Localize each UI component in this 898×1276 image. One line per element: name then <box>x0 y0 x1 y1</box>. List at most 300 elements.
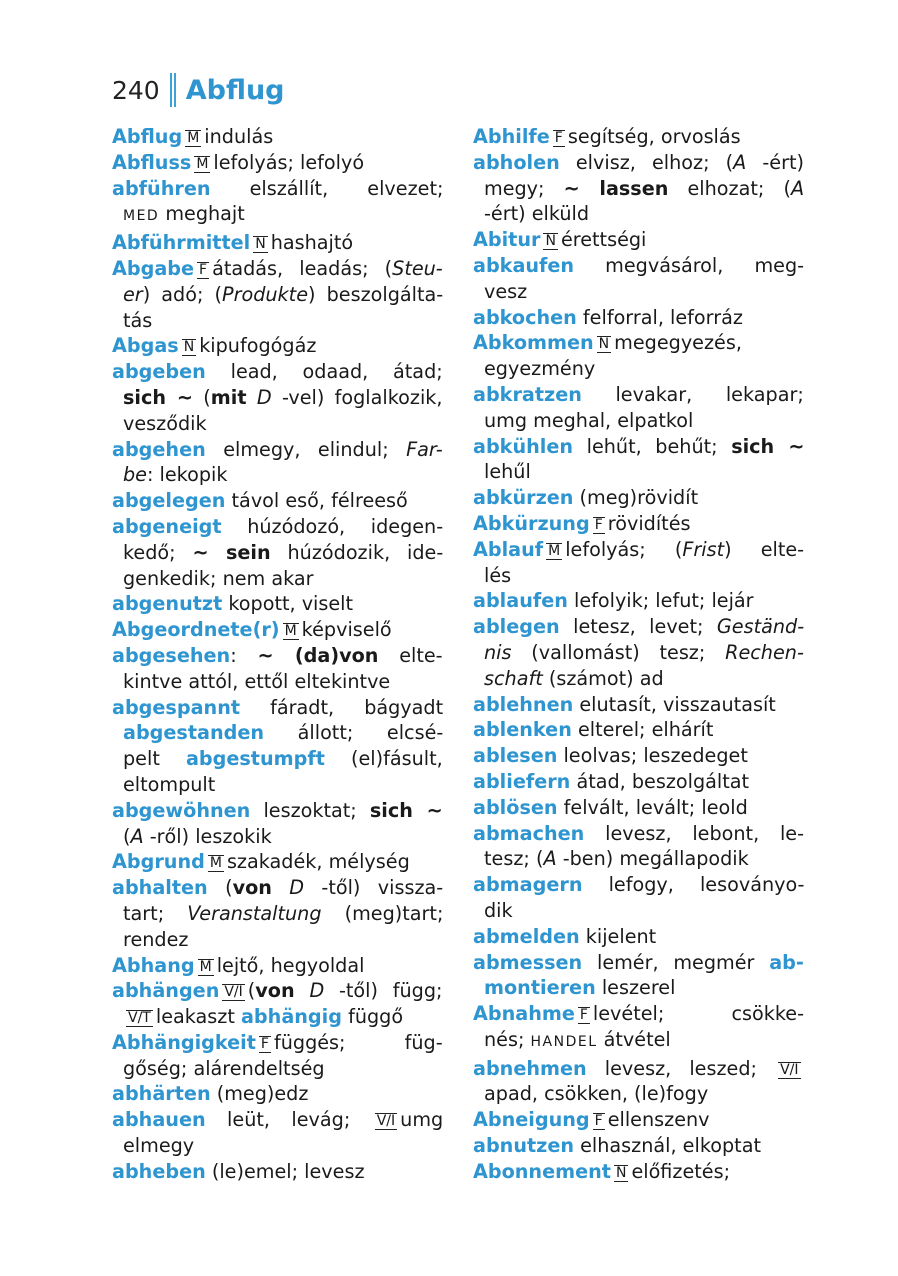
headword: Abitur <box>473 228 541 252</box>
entry-line <box>473 846 804 872</box>
entry-line <box>112 1133 443 1159</box>
headword: ablesen <box>473 744 558 768</box>
grammar-label: V/I <box>224 984 243 1001</box>
headword: abkochen <box>473 305 577 329</box>
entry-line <box>473 872 804 898</box>
definition-text: kipufogógáz <box>199 334 317 358</box>
headword: abnutzen <box>473 1134 575 1158</box>
definition-text: érettségi <box>560 228 647 252</box>
dictionary-entry <box>473 614 804 691</box>
grammar-label: N <box>183 339 195 356</box>
headword: Abfluss <box>112 150 192 174</box>
italic-text: er <box>123 282 143 306</box>
dictionary-entry <box>112 488 443 514</box>
italic-text: schaft <box>484 666 543 690</box>
entry-line <box>473 1107 804 1133</box>
italic-text: Geständ- <box>716 615 805 639</box>
definition-text: vesződik <box>123 411 207 435</box>
dictionary-entry <box>473 434 804 486</box>
definition-text: lejtő, hegyoldal <box>216 953 365 977</box>
entry-line <box>473 1027 804 1056</box>
headword: abgestanden <box>123 721 265 745</box>
entry-line <box>473 666 804 692</box>
headword: abhärten <box>112 1082 211 1106</box>
dictionary-entry <box>473 485 804 511</box>
italic-text: Produkte <box>222 282 308 306</box>
definition-text: lefogy, lesoványo- <box>582 873 805 897</box>
definition-text: húzódozik, ide- <box>270 540 444 564</box>
headword: abheben <box>112 1159 206 1183</box>
page-number: 240 <box>112 75 160 105</box>
entry-line <box>473 485 804 511</box>
headword: abhängen <box>112 979 220 1003</box>
definition-text: lefolyás; ( <box>565 537 683 561</box>
definition-text: lead, odaad, átad; <box>205 360 443 384</box>
dictionary-column-left <box>112 124 443 1185</box>
entry-line <box>112 643 443 669</box>
definition-text: umg meghal, elpatkol <box>484 408 694 432</box>
definition-text: (meg)tart; <box>321 901 444 925</box>
definition-text: leolvas; leszedeget <box>557 744 748 768</box>
definition-text <box>295 979 310 1002</box>
definition-text: tart; <box>123 901 188 925</box>
definition-text: ellenszenv <box>607 1108 710 1132</box>
entry-line <box>473 692 804 718</box>
headword: abgespannt <box>112 695 241 719</box>
entry-line <box>473 511 804 537</box>
definition-text: genkedik; nem akar <box>123 566 314 590</box>
definition-text: átvétel <box>597 1027 671 1051</box>
entry-line <box>112 901 443 927</box>
definition-text: -ért) elküld <box>484 202 590 226</box>
definition-text: levakar, lekapar; <box>581 382 804 406</box>
headword: abgehen <box>112 437 206 461</box>
entry-line <box>112 849 443 875</box>
headword: abhalten <box>112 876 208 900</box>
entry-line <box>112 772 443 798</box>
grammar-label: V/T <box>128 1010 151 1027</box>
dictionary-entry <box>473 305 804 331</box>
definition-text: levesz, lebont, le- <box>584 821 805 845</box>
entry-line <box>112 695 443 721</box>
headword: abkaufen <box>473 253 575 277</box>
entry-line <box>473 124 804 150</box>
dictionary-entry <box>112 953 443 979</box>
dictionary-entry <box>473 924 804 950</box>
entry-line <box>112 462 443 488</box>
italic-text: Frist <box>682 537 725 561</box>
entry-line <box>112 150 443 176</box>
dictionary-entry <box>473 1107 804 1133</box>
headword: ablehnen <box>473 692 574 716</box>
entry-line <box>473 150 804 176</box>
dictionary-entry <box>112 150 443 176</box>
grammar-label: M <box>284 623 297 640</box>
headword: Abhängigkeit <box>112 1030 256 1054</box>
dictionary-entry <box>112 437 443 489</box>
definition-text: letesz, levet; <box>559 615 717 639</box>
entry-line <box>112 176 443 202</box>
headword: abgewöhnen <box>112 798 251 822</box>
entry-line <box>473 717 804 743</box>
definition-text: : lekopik <box>146 463 228 487</box>
page-title: Abflug <box>185 74 285 106</box>
dictionary-entry <box>112 359 443 436</box>
definition-text: leszoktat; <box>250 798 370 822</box>
headword: Abhang <box>112 953 195 977</box>
entry-line <box>473 1081 804 1107</box>
dictionary-entry <box>112 230 443 256</box>
definition-text: felvált, levált; leold <box>557 795 748 819</box>
definition-text: umg <box>400 1108 444 1132</box>
grammar-label: N <box>255 236 266 253</box>
definition-text: vesz <box>484 279 528 303</box>
definition-text: leüt, levág; <box>205 1108 372 1132</box>
definition-text <box>272 876 289 899</box>
dictionary-entry <box>473 872 804 924</box>
definition-text: kintve attól, ettől eltekintve <box>123 669 391 693</box>
definition-text: egyezmény <box>484 357 596 381</box>
page-header <box>112 70 285 110</box>
definition-text: lés <box>484 563 512 587</box>
entry-line <box>473 330 804 356</box>
dictionary-entry <box>473 1001 804 1056</box>
dictionary-entry <box>112 617 443 643</box>
definition-text: megvásárol, meg- <box>574 253 805 277</box>
headword: abgesehen <box>112 643 231 667</box>
definition-text: ) elte- <box>724 537 805 561</box>
grammar-label: V/I <box>376 1113 396 1130</box>
entry-line <box>112 540 443 566</box>
dictionary-entry <box>473 588 804 614</box>
grammar-label: F <box>594 516 603 533</box>
grammar-label: N <box>545 233 556 250</box>
dictionary-entry <box>112 591 443 617</box>
headword: Abnahme <box>473 1002 575 1026</box>
bold-phrase: sich ~ <box>731 434 805 458</box>
bold-phrase: ~ (da)von <box>257 643 379 667</box>
definition-text: (számot) ad <box>542 666 664 690</box>
definition-text: állott; elcsé- <box>264 721 444 745</box>
italic-text: be <box>123 463 147 487</box>
bold-phrase: ~ lassen <box>563 176 669 200</box>
definition-text: ) adó; ( <box>142 282 223 306</box>
entry-line <box>473 769 804 795</box>
definition-text: (el)fásult, <box>324 747 443 771</box>
dictionary-entry <box>473 330 804 382</box>
headword: ablegen <box>473 615 560 639</box>
grammar-label: F <box>579 1007 588 1024</box>
italic-text: Rechen- <box>725 640 804 664</box>
definition-text: eltompult <box>123 772 216 796</box>
entry-line <box>112 978 443 1004</box>
grammar-label: F <box>199 261 208 278</box>
entry-line <box>112 1081 443 1107</box>
entry-line <box>473 305 804 331</box>
definition-text: húzódozó, idegen- <box>221 514 444 538</box>
entry-line <box>473 1056 804 1082</box>
entry-line <box>112 824 443 850</box>
italic-text: D <box>309 979 325 1003</box>
entry-line <box>473 950 804 976</box>
italic-text: Far- <box>406 437 443 461</box>
entry-line <box>112 282 443 308</box>
definition-text: gőség; alárendeltség <box>123 1056 325 1080</box>
definition-text: lehűl <box>484 460 531 484</box>
italic-text: A <box>733 150 747 174</box>
entry-line <box>473 924 804 950</box>
entry-line <box>473 1001 804 1027</box>
headword: abnehmen <box>473 1056 587 1080</box>
dictionary-entry <box>473 950 804 1002</box>
italic-text: A <box>130 824 144 848</box>
headword: abhängig <box>240 1005 342 1029</box>
entry-line <box>112 437 443 463</box>
definition-text: ( <box>193 385 211 409</box>
entry-line <box>473 227 804 253</box>
dictionary-entry <box>112 695 443 798</box>
definition-text: megegyezés, <box>614 331 742 355</box>
headword: abholen <box>473 150 560 174</box>
dictionary-entry <box>473 821 804 873</box>
entry-line <box>473 1159 804 1185</box>
entry-line <box>112 124 443 150</box>
headword: Abgabe <box>112 256 195 280</box>
definition-text: elutasít, visszautasít <box>573 692 776 716</box>
grammar-label: F <box>260 1035 269 1052</box>
definition-text: leakaszt <box>155 1005 241 1029</box>
dictionary-entry <box>473 227 804 253</box>
entry-line <box>473 821 804 847</box>
entry-line <box>112 1004 443 1030</box>
definition-text: -ről) leszokik <box>143 824 272 848</box>
definition-text: -vel) foglalkozik, <box>271 385 443 409</box>
dictionary-entry <box>112 256 443 333</box>
entry-line <box>473 279 804 305</box>
headword: Abführmittel <box>112 231 251 255</box>
entry-line <box>112 720 443 746</box>
definition-text: (meg)rövidít <box>573 486 699 510</box>
headword: Abkürzung <box>473 511 590 535</box>
entry-line <box>112 385 443 411</box>
definition-text: leszerel <box>595 976 676 1000</box>
definition-text: előfizetés; <box>631 1159 731 1183</box>
definition-text: átad, beszolgáltat <box>570 769 750 793</box>
dictionary-entry <box>473 795 804 821</box>
definition-text: elmegy <box>123 1134 195 1158</box>
grammar-label: N <box>615 1164 627 1181</box>
entry-line <box>473 382 804 408</box>
entry-line <box>112 488 443 514</box>
italic-text: D <box>256 385 272 409</box>
headword: abgelegen <box>112 489 226 513</box>
grammar-label: V/I <box>780 1061 799 1078</box>
definition-text: levesz, leszed; <box>586 1056 776 1080</box>
entry-line <box>112 591 443 617</box>
headword: Abgrund <box>112 850 205 874</box>
definition-text: (vallomást) tesz; <box>511 640 726 664</box>
entry-line <box>112 333 443 359</box>
grammar-label: F <box>554 130 563 146</box>
dictionary-entry <box>473 1133 804 1159</box>
definition-text: elszállít, elvezet; <box>210 176 444 200</box>
headword: ablenken <box>473 718 572 742</box>
dictionary-entry <box>473 743 804 769</box>
definition-text <box>247 386 257 409</box>
headword: Abkommen <box>473 331 594 355</box>
definition-text: rendez <box>123 927 189 951</box>
definition-text: lemér, megmér <box>582 950 770 974</box>
entry-line <box>112 617 443 643</box>
dictionary-entry <box>112 798 443 850</box>
bold-phrase: von <box>255 979 295 1003</box>
dictionary-entry <box>112 1107 443 1159</box>
definition-text: indulás <box>204 125 274 148</box>
italic-text: nis <box>484 640 512 664</box>
definition-text: elterel; elhárít <box>571 718 714 742</box>
headword: abmessen <box>473 950 583 974</box>
entry-line <box>473 1133 804 1159</box>
grammar-label: M <box>196 155 209 172</box>
italic-text: Steu- <box>392 256 443 280</box>
dictionary-entry <box>112 333 443 359</box>
definition-text: kijelent <box>579 924 657 948</box>
entry-line <box>112 514 443 540</box>
entry-line <box>473 537 804 563</box>
headword: ab- <box>769 950 804 974</box>
definition-text: tás <box>123 308 153 332</box>
headword: Ablauf <box>473 537 544 561</box>
dictionary-entry <box>473 382 804 434</box>
dictionary-entry <box>473 124 804 150</box>
definition-text: elvisz, elhoz; ( <box>559 150 734 174</box>
headword: Abgas <box>112 334 179 358</box>
entry-line <box>473 975 804 1001</box>
dictionary-entry <box>473 253 804 305</box>
header-double-bar <box>170 73 176 107</box>
definition-text: ( <box>247 979 256 1003</box>
headword: Abonnement <box>473 1159 611 1183</box>
dictionary-entry <box>112 514 443 591</box>
definition-text: szakadék, mélység <box>226 850 410 874</box>
dictionary-entry <box>112 1159 443 1185</box>
entry-line <box>112 308 443 334</box>
dictionary-entry <box>112 978 443 1030</box>
grammar-label: F <box>594 1113 603 1130</box>
bold-phrase: ~ sein <box>192 540 271 564</box>
headword: Abhilfe <box>473 125 550 148</box>
definition-text: ( <box>207 876 233 900</box>
bold-phrase: mit <box>210 385 247 409</box>
entry-line <box>473 356 804 382</box>
headword: abführen <box>112 176 211 200</box>
definition-text: képviselő <box>301 618 392 642</box>
headword: abkratzen <box>473 382 582 406</box>
definition-text: pelt <box>123 747 186 771</box>
entry-line <box>112 359 443 385</box>
entry-line <box>112 746 443 772</box>
dictionary-entry <box>473 150 804 227</box>
headword: Abflug <box>112 125 183 148</box>
italic-text: A <box>543 847 557 871</box>
definition-text: távol eső, félreeső <box>225 489 408 513</box>
headword: Abneigung <box>473 1108 590 1132</box>
definition-text: lefolyás; lefolyó <box>213 150 365 174</box>
dictionary-entry <box>473 717 804 743</box>
grammar-label: M <box>209 855 222 872</box>
headword: abliefern <box>473 769 571 793</box>
definition-text: dik <box>484 898 513 922</box>
dictionary-entry <box>473 769 804 795</box>
definition-text: elhasznál, elkoptat <box>574 1134 761 1158</box>
italic-text: Veranstaltung <box>187 901 322 925</box>
entry-line <box>473 434 804 460</box>
grammar-label: N <box>598 336 610 353</box>
definition-text: elhozat; ( <box>668 176 791 200</box>
entry-line <box>473 176 804 202</box>
headword: abmachen <box>473 821 585 845</box>
bold-phrase: sich ~ <box>369 798 443 822</box>
entry-line <box>473 408 804 434</box>
definition-text: kopott, viselt <box>222 592 354 616</box>
entry-line <box>473 253 804 279</box>
bold-phrase: sich ~ <box>123 385 193 409</box>
definition-text: fáradt, bágyadt <box>240 695 444 719</box>
entry-line <box>473 795 804 821</box>
entry-line <box>112 1030 443 1056</box>
italic-text: A <box>790 176 805 200</box>
headword: abgestumpft <box>185 747 325 771</box>
headword: abmelden <box>473 924 580 948</box>
definition-text: ( <box>123 824 131 848</box>
headword: abmagern <box>473 873 583 897</box>
grammar-label: M <box>187 130 200 146</box>
dictionary-entry <box>112 1030 443 1082</box>
entry-line <box>112 875 443 901</box>
entry-line <box>473 588 804 614</box>
italic-text: D <box>289 876 305 900</box>
entry-line <box>112 411 443 437</box>
headword: ablösen <box>473 795 558 819</box>
entry-line <box>473 201 804 227</box>
entry-line <box>473 459 804 485</box>
definition-text: meghajt <box>159 202 245 226</box>
dictionary-entry <box>112 176 443 231</box>
definition-text: (le)emel; levesz <box>205 1159 365 1183</box>
dictionary-entry <box>473 511 804 537</box>
entry-line <box>112 798 443 824</box>
headword: abgeben <box>112 360 206 384</box>
entry-line <box>112 1056 443 1082</box>
definition-text: -ért) <box>746 150 805 174</box>
definition-text: apad, csökken, (le)fogy <box>484 1082 709 1106</box>
dictionary-entry <box>473 1056 804 1108</box>
entry-line <box>473 743 804 769</box>
definition-text: felforral, leforráz <box>576 305 743 329</box>
definition-text: tesz; ( <box>484 847 544 871</box>
entry-line <box>112 1107 443 1133</box>
headword: Abgeordnete(r) <box>112 618 280 642</box>
bold-phrase: von <box>232 876 272 900</box>
definition-text: rövidítés <box>607 511 691 535</box>
entry-line <box>112 566 443 592</box>
definition-text: -től) függ; <box>324 979 443 1003</box>
definition-text: kedő; <box>123 540 193 564</box>
definition-text: elte- <box>378 643 443 667</box>
entry-line <box>112 201 443 230</box>
headword: abkürzen <box>473 486 574 510</box>
dictionary-entry <box>112 875 443 952</box>
